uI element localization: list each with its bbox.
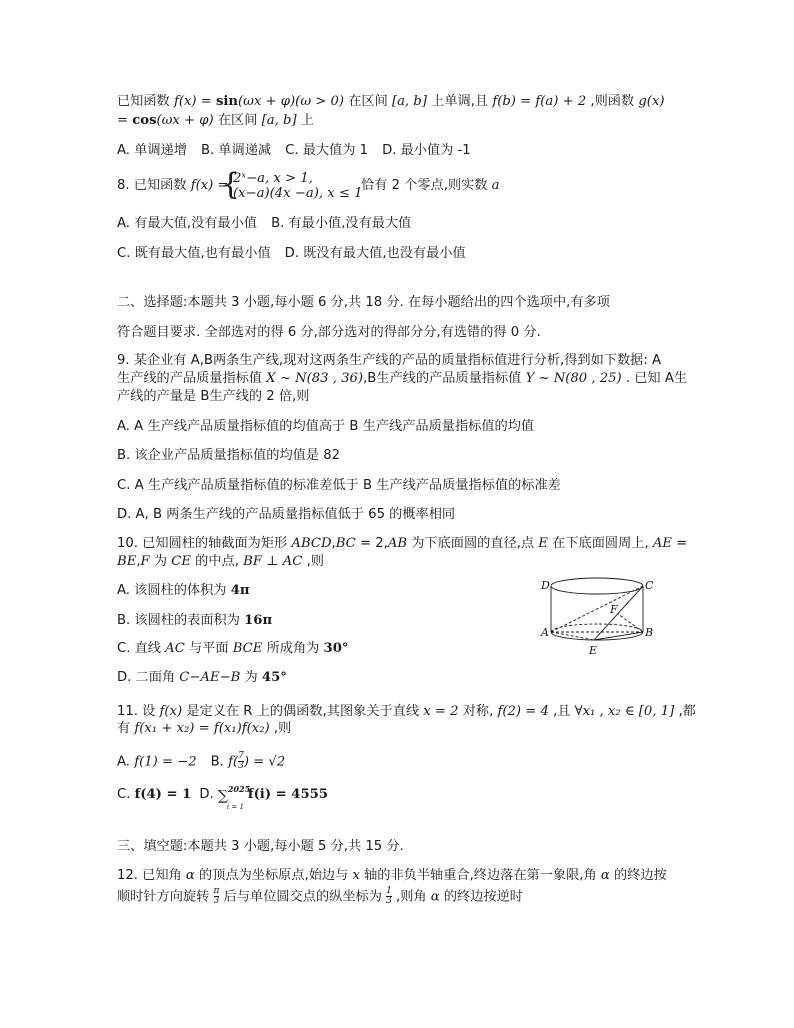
option-c: C. 最大值为 1 [285, 143, 369, 158]
math: 16π [244, 613, 273, 628]
math: f [228, 754, 233, 770]
q9-option-d: D. A, B 两条生产线的产品质量指标值低于 65 的概率相同 [117, 507, 456, 522]
text: 对称, [458, 704, 498, 719]
text: 上 [296, 113, 314, 128]
q7-stem-line1 [117, 93, 665, 111]
text: B. [210, 754, 229, 770]
text: 的顶点为坐标原点,始边与 [194, 868, 353, 883]
text: 10. 已知圆柱的轴截面为矩形 [117, 536, 292, 551]
math: f(x) = [190, 178, 229, 193]
text: ,则函数 [586, 94, 639, 109]
text: 为 [240, 670, 262, 685]
math: = [117, 113, 133, 128]
q12-stem-line1 [117, 867, 667, 885]
option-d: D. 最小值为 -1 [382, 143, 471, 158]
q8-case2: (x−a)(4x −a), x ≤ 1 [233, 186, 363, 201]
q8-case1: 2ˣ−a, x > 1, [233, 171, 313, 186]
text: C. [117, 787, 135, 802]
math: α [185, 868, 195, 883]
text: ,则 [302, 554, 324, 569]
text: 已知函数 [117, 94, 174, 109]
math: (ωx + φ) [156, 113, 214, 128]
section2-heading-line1: 二、选择题:本题共 3 小题,每小题 6 分,共 18 分. 在每小题给出的四个选项中,有多项 [117, 295, 610, 310]
math: [a, b] [261, 113, 297, 128]
math: a [491, 178, 500, 193]
math: (ωx + φ)(ω > 0) [238, 94, 345, 109]
label-a: A [541, 626, 549, 639]
line-ac [551, 586, 643, 632]
math: [a, b] [392, 94, 427, 109]
label-c: C [645, 579, 654, 592]
text: = [671, 536, 688, 551]
option-d: D. 既没有最大值,也没有最小值 [284, 246, 466, 261]
text: 后与单位圆交点的纵坐标为 [219, 889, 387, 905]
text: B. 该圆柱的表面积为 [117, 613, 245, 628]
math: ∀x₁ , x₂ ∈ [0, 1] [574, 704, 675, 719]
math: = √2 [249, 754, 286, 770]
top-ellipse [551, 578, 643, 594]
option-b: B. 单调递减 [200, 143, 272, 158]
text: 为 [149, 554, 172, 569]
q10-stem-line1 [117, 535, 687, 553]
numerator: 1 [386, 886, 392, 896]
math: Y ~ N(80 , 25) [525, 371, 622, 386]
text: , [136, 554, 141, 569]
math: AB [387, 536, 408, 551]
math: f(b) = f(a) + 2 [492, 94, 587, 109]
text: 在区间 [213, 113, 262, 128]
math: AE [652, 536, 672, 551]
text: 顺时针方向旋转 [117, 889, 214, 905]
label-b: B [645, 626, 654, 639]
summation: ∑ 2025 i = 1 [218, 786, 248, 804]
math: α [600, 868, 610, 883]
q10-option-a [117, 582, 250, 600]
math: 45° [261, 670, 287, 685]
text: 在下底面圆周上, [547, 536, 653, 551]
q8-options-row1 [117, 215, 411, 233]
math: ABCD [291, 536, 332, 551]
option-a: A. 单调递增 [117, 143, 187, 158]
text: 恰有 2 个零点,则实数 [361, 178, 492, 193]
q10-stem-line2 [117, 553, 324, 571]
q9-option-c: C. A 生产线产品质量指标值的标准差低于 B 生产线产品质量指标值的标准差 [117, 478, 561, 493]
math: f(i) = 4555 [247, 787, 328, 802]
q10-option-d [117, 669, 287, 687]
text: 有 [117, 721, 135, 736]
brace: { [221, 167, 241, 202]
numerator: 7 [238, 751, 244, 761]
sum-lower: i = 1 [226, 803, 244, 811]
text: 与平面 [184, 641, 233, 656]
q11-stem-line1 [117, 703, 696, 721]
q11-options-row2 [117, 784, 328, 811]
q9-option-b: B. 该企业产品质量指标值的均值是 82 [117, 448, 341, 463]
text: , [331, 536, 336, 551]
q11-stem-line2 [117, 720, 291, 738]
text: 生产线的产品质量指标值 [117, 371, 267, 386]
math: sin [216, 94, 239, 109]
q9-stem-line3: 产线的产量是 B生产线的 2 倍,则 [117, 389, 310, 404]
math: F [140, 554, 150, 569]
cylinder-figure [538, 574, 656, 660]
text: 是定义在 R 上的偶函数,其图象关于直线 [182, 704, 424, 719]
q12-stem-line2 [117, 887, 523, 907]
section3-heading: 三、填空题:本题共 3 小题,每小题 5 分,共 15 分. [117, 839, 404, 854]
text: 的中点, [190, 554, 244, 569]
text: ,B生产线的产品质量指标值 [363, 371, 526, 386]
math: BE [117, 554, 137, 569]
math: 30° [323, 641, 349, 656]
math: AC [165, 641, 185, 656]
text: A. 该圆柱的体积为 [117, 583, 231, 598]
math: f(1) = −2 [134, 754, 197, 770]
text: 为下底面圆的直径,点 [407, 536, 539, 551]
text: = 2, [355, 536, 388, 551]
q8-suffix [361, 179, 500, 193]
text: 11. 设 [117, 704, 160, 719]
q9-option-a: A. A 生产线产品质量指标值的均值高于 B 生产线产品质量指标值的均值 [117, 419, 535, 434]
q10-option-c [117, 640, 349, 658]
math: X ~ N(83 , 36) [266, 371, 364, 386]
math: BCE [232, 641, 263, 656]
text: ,且 [548, 704, 575, 719]
math: C−AE−B [179, 670, 241, 685]
label-e: E [589, 644, 598, 657]
text: 所成角为 [262, 641, 324, 656]
text: 在区间 [344, 94, 392, 109]
text: C. 直线 [117, 641, 166, 656]
numerator: π [213, 886, 220, 896]
q8-prefix [117, 179, 229, 193]
math: E [538, 536, 548, 551]
label-d: D [541, 579, 550, 592]
text: . 已知 A生 [621, 371, 688, 386]
math: f(x₁ + x₂) = f(x₁)f(x₂) [134, 721, 270, 736]
text: D. 二面角 [117, 670, 180, 685]
text: D. [199, 787, 218, 802]
section2-heading-line2: 符合题目要求. 全部选对的得 6 分,部分选对的得部分分,有选错的得 0 分. [117, 325, 541, 340]
text: ,都 [674, 704, 696, 719]
option-c: C. 既有最大值,也有最小值 [117, 246, 271, 261]
math: α [430, 889, 440, 905]
math: BC [335, 536, 356, 551]
denominator: 3 [238, 761, 244, 771]
text: 上单调,且 [426, 94, 493, 109]
option-a: A. 有最大值,没有最小值 [117, 216, 258, 231]
math: f(x) = [173, 94, 216, 109]
text: A. [117, 754, 135, 770]
bottom-front-arc [551, 632, 643, 640]
math: g(x) [638, 94, 665, 109]
q9-stem-line1: 9. 某企业有 A,B两条生产线,现对这两条生产线的产品的质量指标值进行分析,得到如下数据: A [117, 353, 662, 368]
denominator: 3 [386, 896, 392, 906]
math: x = 2 [423, 704, 459, 719]
q11-options-row1: A. f(1) = −2 B. f( $\frac{7}{3}$ ) = √2 [117, 751, 286, 771]
math: CE [171, 554, 191, 569]
text: ,则 [269, 721, 292, 736]
math: f(4) = 1 [134, 787, 192, 802]
text: ,则角 [391, 889, 431, 905]
q8-options-row2 [117, 245, 466, 263]
text: 轴的非负半轴重合,终边落在第一象限,角 [359, 868, 601, 883]
math: x [352, 868, 360, 883]
denominator: 3 [213, 896, 220, 906]
text: 的终边按 [609, 868, 667, 883]
q9-stem-line2 [117, 370, 687, 388]
math: f(2) = 4 [497, 704, 549, 719]
math: BF ⊥ AC [243, 554, 303, 569]
math: f(x) [159, 704, 183, 719]
q7-options [117, 142, 471, 160]
q10-option-b [117, 612, 272, 630]
math: 4π [230, 583, 250, 598]
sum-upper: 2025 [227, 784, 251, 794]
label-f: F [610, 603, 618, 616]
text: 12. 已知角 [117, 868, 186, 883]
option-b: B. 有最小值,没有最大值 [271, 216, 412, 231]
math: cos [132, 113, 157, 128]
text: 的终边按逆时 [439, 889, 523, 905]
text: 8. 已知函数 [117, 178, 191, 193]
q7-stem-line2 [117, 112, 314, 130]
